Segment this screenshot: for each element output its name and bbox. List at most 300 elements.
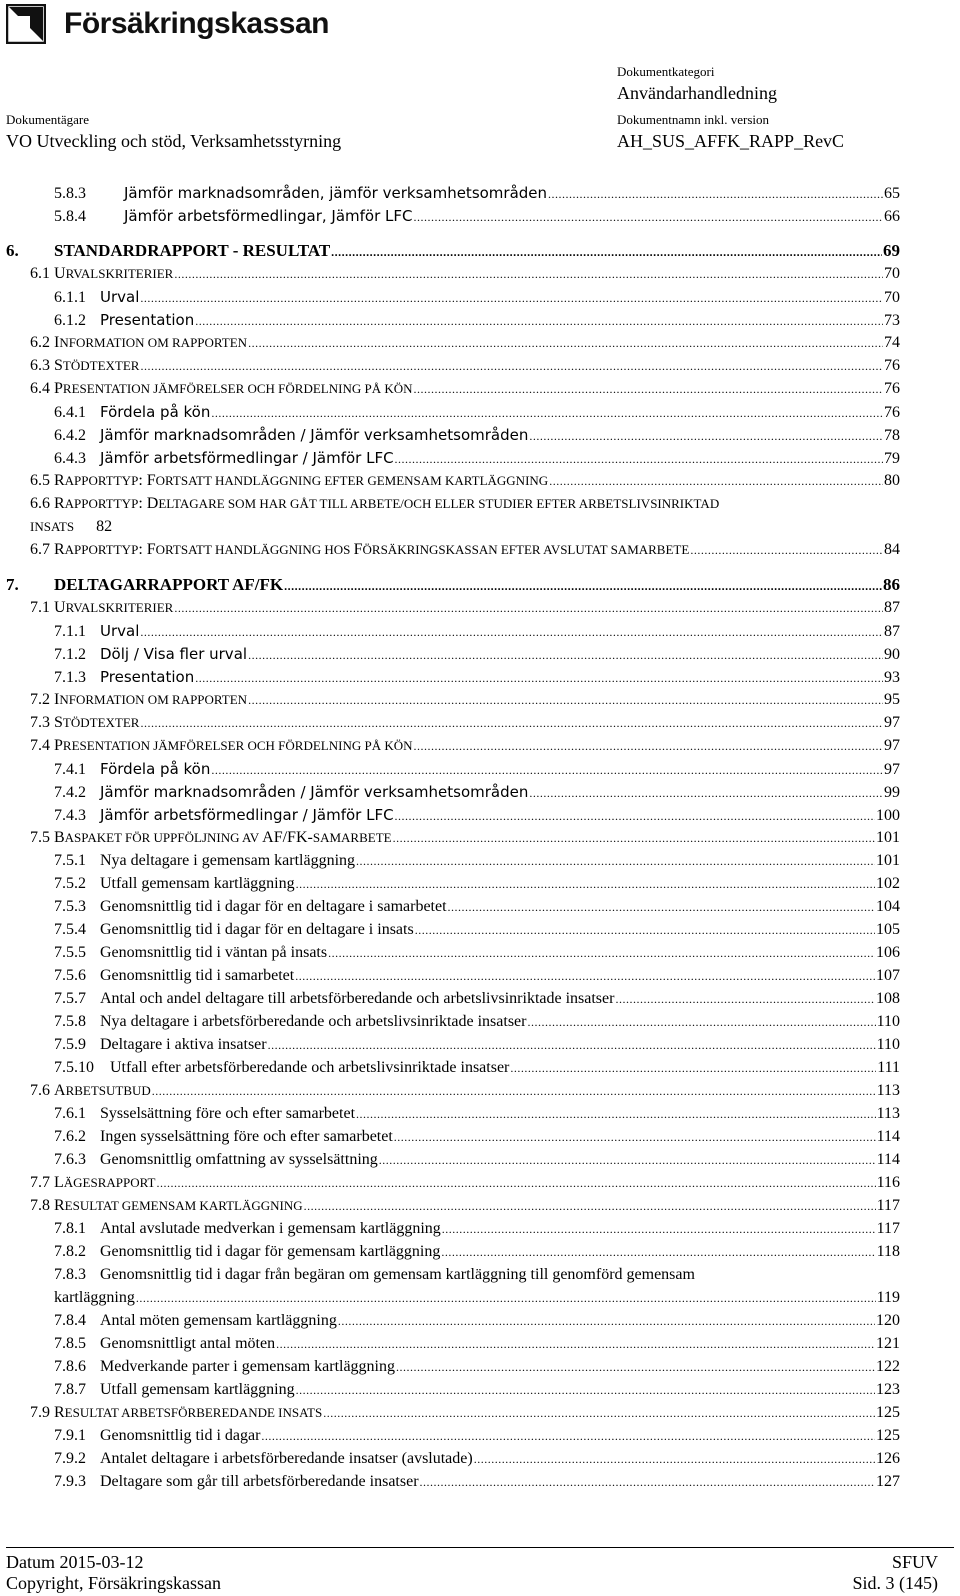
toc-page: 97 — [884, 714, 900, 731]
toc-entry[interactable] — [54, 1380, 900, 1400]
footer-page-number: Sid. 3 (145) — [852, 1573, 938, 1593]
toc-leader — [338, 1311, 875, 1331]
toc-title: Genomsnittlig tid i väntan på insats — [100, 944, 328, 961]
toc-number: 5.8.3 — [54, 185, 86, 202]
toc-leader — [140, 356, 883, 376]
toc-entry[interactable] — [54, 1426, 900, 1446]
toc-entry[interactable] — [54, 989, 900, 1009]
toc-title: Antal och andel deltagare till arbetsförberedande och arbetslivsinriktade insatser — [100, 990, 615, 1007]
toc-title: Utfall gemensam kartläggning — [100, 875, 295, 892]
toc-entry[interactable] — [54, 1265, 695, 1285]
toc-leader — [356, 851, 875, 871]
toc-number: 6.1 — [30, 265, 50, 282]
toc-leader — [276, 1334, 875, 1354]
toc-leader — [248, 690, 883, 710]
toc-page: 117 — [876, 1197, 900, 1214]
doc-name: AH_SUS_AFFK_RAPP_RevC — [617, 131, 845, 151]
toc-title: R — [54, 472, 65, 489]
toc-number: 7.4.3 — [54, 807, 86, 824]
toc-title: Nya deltagare i arbetsförberedande och arbetslivsinriktade insatser — [100, 1013, 527, 1030]
toc-number: 7.5.2 — [54, 875, 86, 892]
toc-title: ESULTAT GEMENSAM KARTLÄGGNING — [64, 1198, 303, 1213]
toc-leader — [393, 828, 875, 848]
toc-entry[interactable] — [54, 667, 900, 688]
toc-page: 110 — [876, 1036, 900, 1053]
toc-title: ORTSATT HANDLÄGGNING HOS — [155, 542, 354, 557]
toc-title: Jämför marknadsområden / Jämför verksamhetsområden — [100, 426, 529, 444]
toc-number: 6.1.1 — [54, 289, 86, 306]
toc-leader — [415, 920, 875, 940]
toc-entry[interactable] — [54, 1035, 900, 1055]
toc-entry[interactable] — [30, 736, 900, 756]
toc-number: 7.8 — [30, 1197, 50, 1214]
toc-title: Dölj / Visa fler urval — [100, 645, 248, 663]
toc-number: 7.9.3 — [54, 1473, 86, 1490]
toc-entry[interactable] — [30, 1081, 900, 1101]
toc-number: 7.5.10 — [54, 1059, 94, 1076]
toc-entry[interactable] — [6, 241, 900, 262]
toc-number: 7.1 — [30, 599, 50, 616]
toc-page: 113 — [876, 1082, 900, 1099]
toc-title: R — [54, 1197, 65, 1214]
toc-number: 7.5.9 — [54, 1036, 86, 1053]
toc-leader — [296, 1380, 875, 1400]
toc-number: 6.3 — [30, 357, 50, 374]
toc-title: U — [54, 599, 66, 616]
toc-number: 7.4.1 — [54, 761, 86, 778]
toc-leader — [268, 1035, 876, 1055]
toc-title: R — [54, 541, 65, 558]
toc-entry[interactable] — [54, 1242, 900, 1262]
toc-title: Genomsnittlig tid i samarbetet — [100, 967, 295, 984]
toc-page: 76 — [884, 404, 900, 421]
doc-category: Användarhandledning — [617, 83, 777, 103]
toc-page: 76 — [884, 380, 900, 397]
toc-page: 84 — [884, 541, 900, 558]
toc-leader — [195, 311, 883, 331]
toc-number: 7.6.2 — [54, 1128, 86, 1145]
toc-page: 95 — [884, 691, 900, 708]
toc-entry[interactable] — [54, 1150, 900, 1170]
toc-leader — [174, 264, 883, 284]
toc-title: Jämför arbetsförmedlingar, Jämför LFC — [124, 207, 413, 225]
toc-title: Utfall gemensam kartläggning — [100, 1381, 295, 1398]
toc-entry[interactable] — [54, 1334, 900, 1354]
toc-title: P — [54, 737, 63, 754]
toc-entry[interactable] — [30, 1173, 900, 1193]
toc-leader — [248, 333, 883, 353]
toc-number: 7.1.2 — [54, 646, 86, 663]
toc-entry[interactable] — [30, 540, 900, 560]
toc-number: 7.6.1 — [54, 1105, 86, 1122]
toc-leader — [152, 1081, 876, 1101]
toc-number: 7. — [6, 575, 19, 594]
toc-entry[interactable] — [30, 379, 900, 399]
toc-title: NFORMATION OM RAPPORTEN — [59, 335, 248, 350]
toc-entry[interactable] — [54, 402, 900, 423]
toc-title: APPORTTYP — [64, 542, 139, 557]
toc-number: 6.1.2 — [54, 312, 86, 329]
toc-entry[interactable] — [54, 1012, 900, 1032]
toc-page: 110 — [876, 1013, 900, 1030]
toc-title: AF/FK- — [262, 829, 313, 846]
doc-category-label: Dokumentkategori — [617, 64, 715, 79]
toc-title: : D — [138, 495, 159, 512]
toc-number: 7.8.5 — [54, 1335, 86, 1352]
toc-leader — [140, 713, 883, 733]
toc-entry[interactable] — [54, 644, 900, 665]
toc-entry[interactable] — [54, 943, 900, 963]
toc-title: Nya deltagare i gemensam kartläggning — [100, 852, 356, 869]
toc-number: 7.5.8 — [54, 1013, 86, 1030]
footer-date: Datum 2015-03-12 — [6, 1552, 144, 1572]
toc-number: 6.2 — [30, 334, 50, 351]
toc-entry[interactable] — [54, 1104, 900, 1124]
toc-title: TÖDTEXTER — [62, 715, 140, 730]
toc-entry[interactable] — [54, 851, 900, 871]
toc-page: 104 — [876, 898, 900, 915]
toc-title: R — [54, 1404, 65, 1421]
toc-entry[interactable] — [54, 1472, 900, 1492]
toc-number: 7.4 — [30, 737, 50, 754]
toc-leader — [195, 668, 883, 688]
toc-entry[interactable] — [30, 1403, 900, 1423]
toc-page: 105 — [876, 921, 900, 938]
toc-title: Urval — [100, 288, 140, 306]
toc-title: Genomsnittligt antal möten — [100, 1335, 276, 1352]
toc-title: R — [54, 495, 65, 512]
toc-leader — [156, 1173, 875, 1193]
toc-leader — [395, 449, 883, 469]
footer-code: SFUV — [891, 1552, 938, 1572]
toc-number: 7.5.1 — [54, 852, 86, 869]
toc-title: Antalet deltagare i arbetsförberedande insatser (avslutade) — [100, 1450, 473, 1467]
toc-number: 7.1.1 — [54, 623, 86, 640]
toc-title: Genomsnittlig tid i dagar för en deltagare i insats — [100, 921, 414, 938]
toc-title: RVALSKRITERIER — [65, 600, 174, 615]
toc-page: 80 — [884, 472, 900, 489]
toc-number: 7.2 — [30, 691, 50, 708]
toc-page: 93 — [884, 669, 900, 686]
toc-leader — [527, 1012, 875, 1032]
toc-entry[interactable] — [54, 621, 900, 642]
toc-title: RESENTATION JÄMFÖRELSER OCH FÖRDELNING PÅ KÖN — [62, 738, 413, 753]
toc-title: I — [54, 691, 60, 708]
toc-title: L — [54, 1174, 64, 1191]
toc-leader — [549, 471, 883, 491]
toc-page: 86 — [883, 575, 900, 594]
toc-page: 66 — [884, 208, 900, 225]
toc-title: APPORTTYP — [64, 496, 139, 511]
toc-entry[interactable] — [54, 966, 900, 986]
toc-leader — [414, 379, 883, 399]
toc-number: 7.8.3 — [54, 1266, 86, 1283]
forsakringskassan-logo-icon — [6, 4, 46, 44]
toc-number: 7.5.6 — [54, 967, 86, 984]
footer-divider — [6, 1547, 954, 1548]
toc-number: 5.8.4 — [54, 208, 86, 225]
toc-number: 7.3 — [30, 714, 50, 731]
toc-title: Jämför arbetsförmedlingar / Jämför LFC — [100, 449, 394, 467]
toc-title: ELTAGARE SOM HAR GÅT TILL ARBETE/OCH ELLER STUDIER EFTER ARBETSLIVSINRIKTAD — [158, 496, 720, 511]
toc-title: Antal möten gemensam kartläggning — [100, 1312, 337, 1329]
toc-leader — [615, 989, 875, 1009]
toc-number: 6.5 — [30, 472, 50, 489]
toc-page: 76 — [884, 357, 900, 374]
toc-page: 123 — [876, 1381, 900, 1398]
logo-text: Försäkringskassan — [64, 7, 329, 40]
toc-page: 65 — [884, 185, 900, 202]
toc-leader — [174, 598, 883, 618]
toc-title: RVALSKRITERIER — [65, 266, 174, 281]
toc-leader — [295, 966, 875, 986]
toc-number: 7.8.1 — [54, 1220, 86, 1237]
toc-title: ÄGESRAPPORT — [63, 1175, 156, 1190]
toc-leader — [140, 622, 883, 642]
toc-number: 7.1.3 — [54, 669, 86, 686]
toc-title: ASPAKET FÖR UPPFÖLJNING AV — [64, 830, 263, 845]
toc-page: 119 — [876, 1289, 900, 1306]
toc-leader — [395, 806, 875, 826]
toc-title: ORTSATT HANDLÄGGNING EFTER GEMENSAM KARTLÄGGNING — [155, 473, 549, 488]
toc-entry[interactable] — [54, 782, 900, 803]
toc-leader — [296, 874, 875, 894]
toc-entry[interactable] — [30, 713, 900, 733]
toc-page: 73 — [884, 312, 900, 329]
toc-page: 127 — [876, 1473, 900, 1490]
toc-number: 7.5.3 — [54, 898, 86, 915]
toc-page: 101 — [876, 852, 900, 869]
toc-page: 100 — [876, 807, 900, 824]
toc-title: Jämför marknadsområden, jämför verksamhetsområden — [124, 184, 548, 202]
toc-entry[interactable] — [30, 356, 900, 376]
toc-leader — [442, 1219, 876, 1239]
toc-number: 6.4.1 — [54, 404, 86, 421]
toc-leader — [356, 1104, 876, 1124]
toc-page: 90 — [884, 646, 900, 663]
toc-number: 7.8.2 — [54, 1243, 86, 1260]
toc-leader — [396, 1357, 875, 1377]
toc-entry[interactable] — [54, 310, 900, 331]
toc-number: 7.5.7 — [54, 990, 86, 1007]
toc-page: 106 — [876, 944, 900, 961]
toc-page: 113 — [876, 1105, 900, 1122]
toc-entry[interactable] — [54, 920, 900, 940]
toc-title: B — [54, 829, 65, 846]
toc-title: kartläggning — [54, 1289, 135, 1306]
toc-entry[interactable] — [30, 471, 900, 491]
toc-leader — [211, 403, 883, 423]
toc-entry-continuation[interactable] — [54, 1288, 900, 1308]
toc-title: Genomsnittlig tid i dagar — [100, 1427, 261, 1444]
toc-title: APPORTTYP — [64, 473, 139, 488]
toc-leader — [420, 1472, 875, 1492]
toc-title: P — [54, 380, 63, 397]
toc-title: Presentation — [100, 668, 195, 686]
toc-number: 6.6 — [30, 495, 50, 512]
toc-number: 7.8.6 — [54, 1358, 86, 1375]
toc-page: 102 — [876, 875, 900, 892]
toc-title: Jämför arbetsförmedlingar / Jämför LFC — [100, 806, 394, 824]
toc-title: RESENTATION JÄMFÖRELSER OCH FÖRDELNING PÅ KÖN — [62, 381, 413, 396]
toc-leader — [690, 540, 883, 560]
toc-leader — [248, 645, 883, 665]
toc-title: Genomsnittlig tid i dagar för en deltagare i samarbetet — [100, 898, 447, 915]
toc-page: 70 — [884, 265, 900, 282]
toc-title: Utfall efter arbetsförberedande och arbetslivsinriktade insatser — [110, 1059, 510, 1076]
toc-number: 7.5 — [30, 829, 50, 846]
toc-leader — [304, 1196, 876, 1216]
toc-leader — [284, 576, 882, 596]
toc-leader — [136, 1288, 876, 1308]
toc-entry[interactable] — [54, 448, 900, 469]
toc-number: 6.4.2 — [54, 427, 86, 444]
toc-page: 114 — [876, 1128, 900, 1145]
toc-page: 117 — [876, 1220, 900, 1237]
toc-entry[interactable] — [54, 206, 900, 227]
toc-title: S — [54, 714, 63, 731]
toc-title: Sysselsättning före och efter samarbetet — [100, 1105, 356, 1122]
toc-leader — [328, 943, 875, 963]
toc-page: 87 — [884, 623, 900, 640]
toc-page: 74 — [884, 334, 900, 351]
toc-title: Deltagare som går till arbetsförberedande insatser — [100, 1473, 419, 1490]
toc-number: 6.7 — [30, 541, 50, 558]
toc-leader — [529, 426, 883, 446]
toc-page: 101 — [876, 829, 900, 846]
toc-entry[interactable] — [54, 287, 900, 308]
toc-page: 107 — [876, 967, 900, 984]
toc-title: RBETSUTBUD — [65, 1083, 151, 1098]
toc-number: 7.7 — [30, 1174, 50, 1191]
toc-title: U — [54, 265, 66, 282]
toc-entry[interactable] — [30, 333, 900, 353]
toc-page: 87 — [884, 599, 900, 616]
toc-title: : F — [138, 472, 156, 489]
toc-title: Presentation — [100, 311, 195, 329]
toc-title: A — [54, 1082, 66, 1099]
toc-page: 120 — [876, 1312, 900, 1329]
toc-title: Ingen sysselsättning före och efter samarbetet — [100, 1128, 393, 1145]
toc-page: 70 — [884, 289, 900, 306]
toc-title: ESULTAT ARBETSFÖRBEREDANDE INSATS — [64, 1405, 323, 1420]
toc-entry[interactable] — [54, 759, 900, 780]
toc-number: 7.6 — [30, 1082, 50, 1099]
logo — [6, 4, 329, 44]
doc-name-label: Dokumentnamn inkl. version — [617, 112, 770, 127]
toc-leader — [394, 1127, 876, 1147]
toc-number: 7.4.2 — [54, 784, 86, 801]
toc-number: 7.9.1 — [54, 1427, 86, 1444]
toc-title: Jämför marknadsområden / Jämför verksamhetsområden — [100, 783, 529, 801]
toc-entry[interactable] — [54, 1127, 900, 1147]
toc-entry[interactable] — [30, 494, 719, 514]
toc-entry-continuation[interactable] — [30, 517, 112, 537]
toc-number: 6. — [6, 241, 19, 260]
toc-title: Antal avslutade medverkan i gemensam kartläggning — [100, 1220, 441, 1237]
toc-entry[interactable] — [30, 264, 900, 284]
toc-leader — [211, 760, 883, 780]
toc-entry[interactable] — [54, 805, 900, 826]
toc-number: 7.8.7 — [54, 1381, 86, 1398]
toc-title: Genomsnittlig tid i dagar för gemensam kartläggning — [100, 1243, 441, 1260]
toc-title: S — [54, 357, 63, 374]
toc-page: 97 — [884, 737, 900, 754]
toc-leader — [140, 288, 883, 308]
toc-leader — [548, 184, 883, 204]
toc-leader — [441, 1242, 875, 1262]
toc-title: Genomsnittlig omfattning av sysselsättning — [100, 1151, 378, 1168]
toc-leader — [510, 1058, 876, 1078]
toc-leader — [379, 1150, 876, 1170]
toc-title: DELTAGARRAPPORT AF/FK — [54, 575, 284, 594]
toc-number: 7.5.4 — [54, 921, 86, 938]
toc-title: Urval — [100, 622, 140, 640]
toc-entry[interactable] — [54, 897, 900, 917]
toc-leader — [261, 1426, 875, 1446]
toc-page: 78 — [884, 427, 900, 444]
toc-page: 118 — [876, 1243, 900, 1260]
toc-number: 7.6.3 — [54, 1151, 86, 1168]
toc-leader — [448, 897, 875, 917]
toc-title: TÖDTEXTER — [62, 358, 140, 373]
toc-title: Fördela på kön — [100, 403, 211, 421]
toc-entry[interactable] — [30, 690, 900, 710]
toc-entry[interactable] — [30, 1196, 900, 1216]
toc-title: Fördela på kön — [100, 760, 211, 778]
toc-title: Deltagare i aktiva insatser — [100, 1036, 267, 1053]
toc-page: 121 — [876, 1335, 900, 1352]
doc-owner: VO Utveckling och stöd, Verksamhetsstyrning — [6, 131, 342, 151]
toc-page: 125 — [876, 1404, 900, 1421]
toc-number: 6.4.3 — [54, 450, 86, 467]
toc-entry[interactable] — [54, 1058, 900, 1078]
toc-page: 125 — [876, 1427, 900, 1444]
toc-entry[interactable] — [54, 874, 900, 894]
toc-title: I — [54, 334, 60, 351]
toc-title: ÖRSÄKRINGSKASSAN EFTER AVSLUTAT SAMARBETE — [362, 542, 690, 557]
toc-page: 108 — [876, 990, 900, 1007]
toc-title: INSATS — [30, 519, 75, 534]
toc-entry[interactable] — [54, 1219, 900, 1239]
doc-owner-label: Dokumentägare — [6, 112, 90, 127]
toc-number: 7.9 — [30, 1404, 50, 1421]
toc-leader — [331, 242, 882, 262]
toc-page: 99 — [884, 784, 900, 801]
toc-title: Genomsnittlig tid i dagar från begäran om gemensam kartläggning till genomförd gemensam — [100, 1266, 695, 1283]
toc-page: 122 — [876, 1358, 900, 1375]
toc-entry[interactable] — [6, 575, 900, 596]
toc-page: 69 — [883, 241, 900, 260]
toc-page: 97 — [884, 761, 900, 778]
toc-number: 7.8.4 — [54, 1312, 86, 1329]
toc-title: F — [353, 541, 363, 558]
toc-entry[interactable] — [30, 598, 900, 618]
toc-page: 116 — [876, 1174, 900, 1191]
toc-entry[interactable] — [30, 828, 900, 848]
toc-title: Medverkande parter i gemensam kartläggning — [100, 1358, 395, 1375]
toc-entry[interactable] — [54, 1449, 900, 1469]
toc-entry[interactable] — [54, 183, 900, 204]
footer-copyright: Copyright, Försäkringskassan — [6, 1573, 221, 1593]
toc-number: 6.4 — [30, 380, 50, 397]
toc-leader — [414, 207, 884, 227]
toc-number: 7.9.2 — [54, 1450, 86, 1467]
toc-entry[interactable] — [54, 1357, 900, 1377]
toc-entry[interactable] — [54, 1311, 900, 1331]
toc-title: : F — [138, 541, 156, 558]
toc-entry[interactable] — [54, 425, 900, 446]
